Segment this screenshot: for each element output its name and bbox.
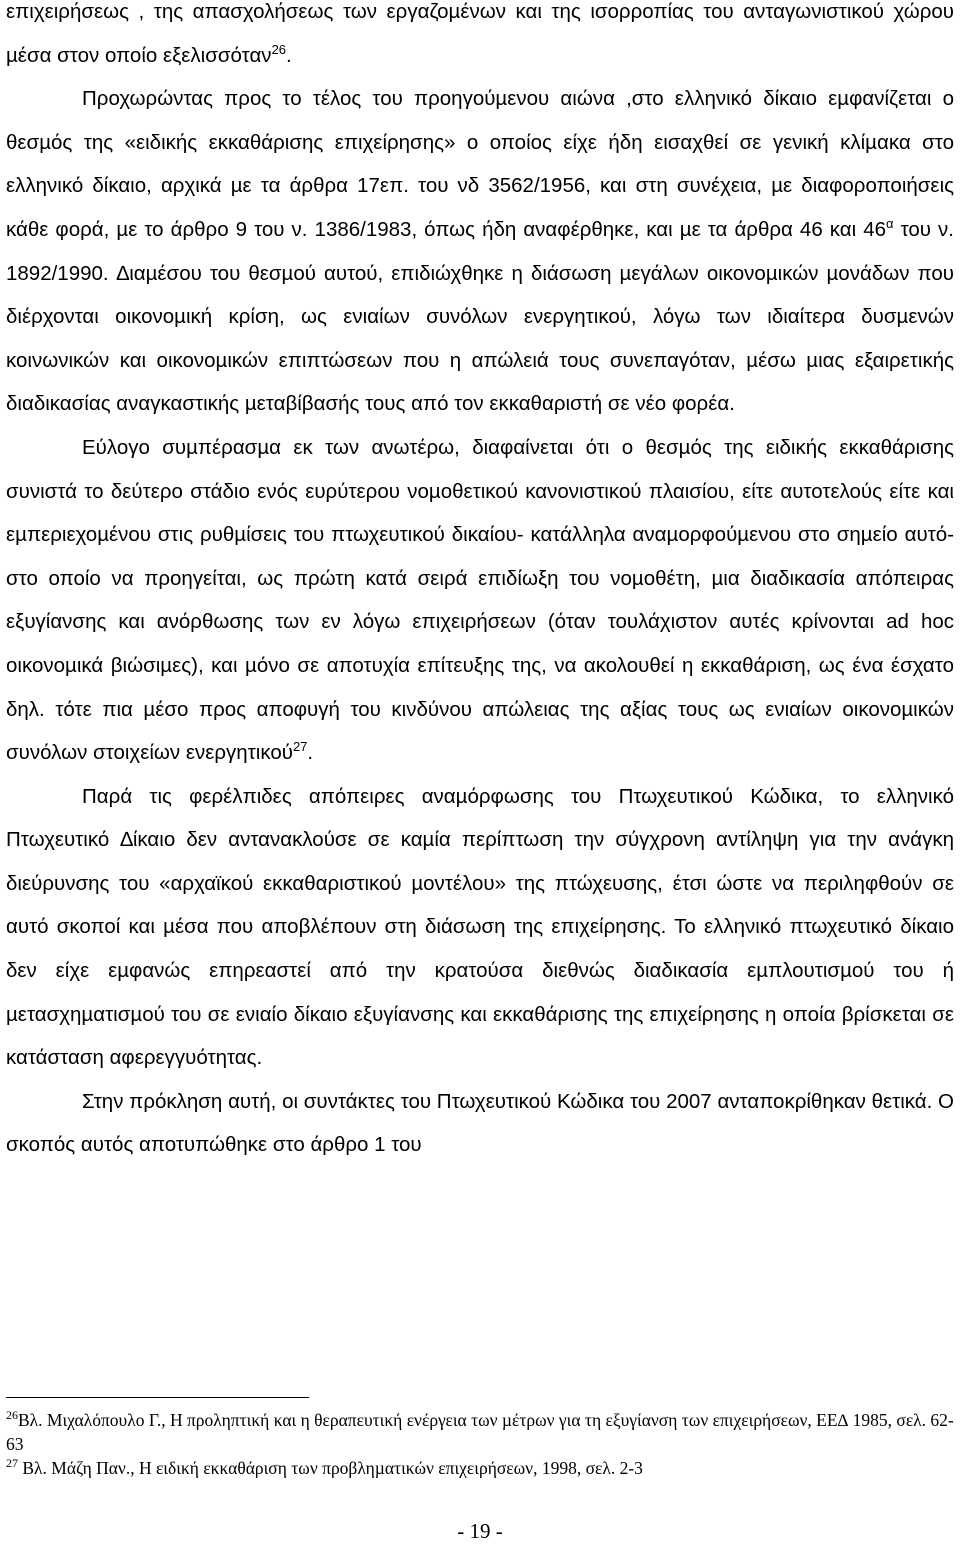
paragraph-1 [6, 0, 954, 77]
page-number: - 19 - [457, 1519, 503, 1543]
paragraph-3-text: Εύλογο συµπέρασµα εκ των ανωτέρω, διαφαίνεται ότι ο θεσµός της ειδικής εκκαθάρισης συνιστά το δεύτερο στάδιο ενός ευρύτερου νοµοθετικού κανονιστικού πλαισίου, είτε αυτοτελούς είτε και εµπεριεχοµένου στις ρυθµίσεις του πτωχευτικού δικαίου- κατάλληλα αναµορφούµενου στο σηµείο αυτό- στο οποίο να προηγείται, ως πρώτη κατά σειρά επιδίωξη του νοµοθέτη, µια διαδικασία απόπειρας εξυγίανσης και ανόρθωσης των εν λόγω επιχειρήσεων (όταν τουλάχιστον αυτές κρίνονται ad hoc οικονοµικά βιώσιµες), και µόνο σε αποτυχία επίτευξης της, να ακολουθεί η εκκαθάριση, ως ένα έσχατο δηλ. τότε πια µέσο προς αποφυγή του κινδύνου απώλειας της αξίας τους ως ενιαίων οικονοµικών συνόλων στοιχείων ενεργητικού [6, 435, 954, 765]
footnote-separator [6, 1397, 309, 1398]
paragraph-1-text: επιχειρήσεως , της απασχολήσεως των εργαζοµένων και της ισορροπίας του ανταγωνιστικού χώρου µέσα στον οποίο εξελισσόταν [6, 0, 954, 67]
paragraph-1-end: . [286, 43, 292, 67]
paragraph-3 [6, 426, 954, 775]
footnote-26 [6, 1408, 954, 1456]
paragraph-5 [6, 1080, 954, 1167]
footnotes [6, 1408, 954, 1480]
paragraph-5-text: Στην πρόκληση αυτή, οι συντάκτες του Πτωχευτικού Κώδικα του 2007 ανταποκρίθηκαν θετικά. Ο σκοπός αυτός αποτυπώθηκε στο άρθρο 1 του [6, 1089, 954, 1157]
alpha-superscript: α [886, 216, 894, 232]
paragraph-2 [6, 77, 954, 426]
body-text [6, 0, 954, 1167]
paragraph-3-end: . [307, 741, 314, 765]
footnote-number: 27 [6, 1456, 18, 1471]
footnote-ref-27: 27 [292, 739, 308, 755]
footnote-text: Βλ. Μιχαλόπουλο Γ., Η προληπτική και η θεραπευτική ενέργεια των µέτρων για τη εξυγίανση των επιχειρήσεων, ΕΕ∆ 1985, σελ. 62-63 [6, 1410, 954, 1454]
footnote-ref-26: 26 [271, 41, 287, 57]
paragraph-2-text-a: Προχωρώντας προς το τέλος του προηγούµενου αιώνα ,στο ελληνικό δίκαιο εµφανίζεται ο θεσµός της «ειδικής εκκαθάρισης επιχείρησης» ο οποίος είχε ήδη εισαχθεί σε γενική κλίµακα στο ελληνικό δίκαιο, αρχικά µε τα άρθρα 17επ. του νδ 3562/1956, και στη συνέχεια, µε διαφοροποιήσεις κάθε φορά, µε το άρθρο 9 του ν. 1386/1983, όπως ήδη αναφέρθηκε, και µε τα άρθρα 46 και 46 [6, 87, 954, 241]
footnote-number: 26 [6, 1408, 18, 1423]
paragraph-4-text: Παρά τις φερέλπιδες απόπειρες αναµόρφωσης του Πτωχευτικού Κώδικα, το ελληνικό Πτωχευτικό ∆ίκαιο δεν αντανακλούσε σε καµία περίπτωση την σύγχρονη αντίληψη για την ανάγκη διεύρυνσης του «αρχαϊκού εκκαθαριστικού µοντέλου» της πτώχευσης, έτσι ώστε να περιληφθούν σε αυτό σκοποί και µέσα που αποβλέπουν στη διάσωση της επιχείρησης. Το ελληνικό πτωχευτικό δίκαιο δεν είχε εµφανώς επηρεαστεί από την κρατούσα διεθνώς διαδικασία εµπλουτισµού του ή µετασχηµατισµού του σε ενιαίο δίκαιο εξυγίανσης και εκκαθάρισης της επιχείρησης η οποία βρίσκεται σε κατάσταση αφερεγγυότητας. [6, 784, 954, 1070]
paragraph-2-text-b: του ν. 1892/1990. ∆ιαµέσου του θεσµού αυτού, επιδιώχθηκε η διάσωση µεγάλων οικονοµικών µονάδων που διέρχονται οικονοµική κρίση, ως ενιαίων συνόλων ενεργητικού, λόγω των ιδιαίτερα δυσµενών κοινωνικών και οικονοµικών επιπτώσεων που η απώλειά τους συνεπαγόταν, µέσω µιας εξαιρετικής διαδικασίας αναγκαστικής µεταβίβασής τους από τον εκκαθαριστή σε νέο φορέα. [6, 217, 954, 416]
footnote-text: Βλ. Μάζη Παν., Η ειδική εκκαθάριση των προβληµατικών επιχειρήσεων, 1998, σελ. 2-3 [18, 1458, 643, 1478]
footnote-27 [6, 1456, 954, 1480]
paragraph-4 [6, 775, 954, 1080]
